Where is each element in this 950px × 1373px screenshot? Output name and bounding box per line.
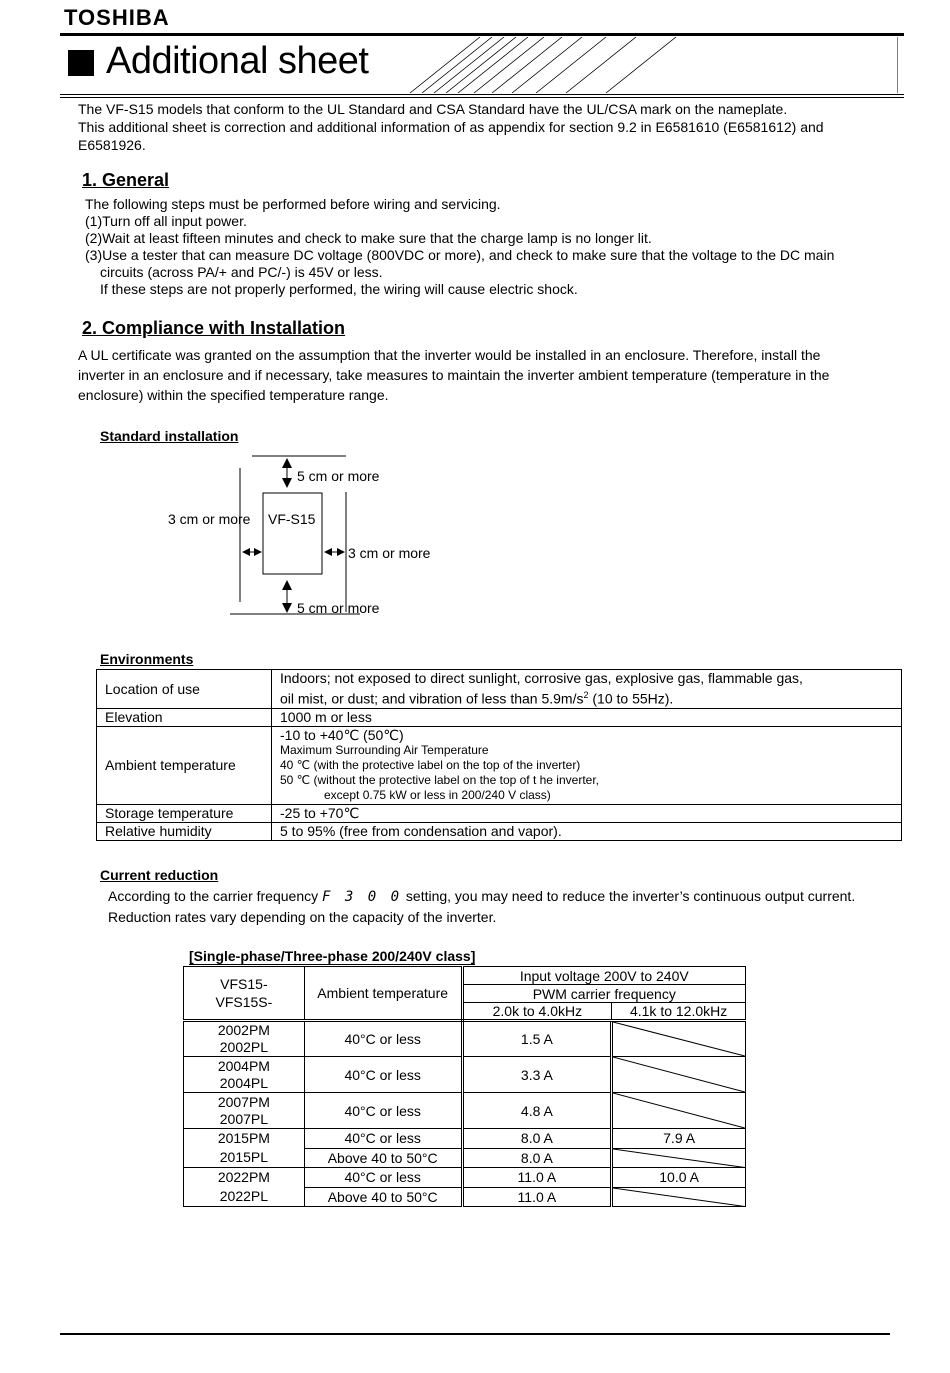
table-row xyxy=(97,708,902,726)
env-value xyxy=(272,670,902,709)
current-cell: 8.0 A xyxy=(462,1148,612,1168)
current-cell: 4.8 A xyxy=(462,1093,612,1129)
current-cell: 3.3 A xyxy=(462,1057,612,1093)
title-rule xyxy=(60,97,904,98)
header-pwm: PWM carrier frequency xyxy=(462,985,745,1003)
current-reduction-line: Reduction rates vary depending on the capacity of the inverter. xyxy=(108,909,497,925)
table-row xyxy=(184,1129,746,1149)
model-cell xyxy=(184,1057,305,1093)
general-line: (1)Turn off all input power. xyxy=(85,213,247,229)
header-model-line: VFS15S- xyxy=(215,994,273,1010)
env-value-line: 40 ℃ (with the protective label on the top of the inverter) xyxy=(280,758,581,773)
diagonal-slash xyxy=(613,1149,745,1168)
inverter-box-label: VF-S15 xyxy=(268,511,316,527)
table-row xyxy=(184,1093,746,1129)
not-applicable-cell xyxy=(612,1057,746,1093)
diagonal-slash xyxy=(613,1188,745,1207)
clearance-right-label: 3 cm or more xyxy=(348,545,431,561)
header-freq-low: 2.0k to 4.0kHz xyxy=(462,1003,612,1021)
not-applicable-cell xyxy=(612,1148,746,1168)
env-label: Ambient temperature xyxy=(97,726,272,804)
ambient-cell: Above 40 to 50°C xyxy=(304,1148,462,1168)
title-square-icon xyxy=(68,50,94,76)
env-label: Relative humidity xyxy=(97,822,272,840)
current-reduction-line xyxy=(108,886,855,907)
model-line: 2004PM xyxy=(217,1057,270,1074)
env-value-text: (10 to 55Hz). xyxy=(588,690,674,707)
model-line: 2002PL xyxy=(219,1039,269,1055)
toshiba-logo: TOSHIBA xyxy=(64,5,170,30)
header-model xyxy=(184,967,305,1021)
table-row xyxy=(97,822,902,840)
general-line: circuits (across PA/+ and PC/-) is 45V or less. xyxy=(100,264,383,280)
subheading-standard-installation: Standard installation xyxy=(100,428,239,444)
footer-rule xyxy=(60,1333,890,1335)
env-value-superscript: 2 xyxy=(583,690,589,700)
section-heading-compliance: 2. Compliance with Installation xyxy=(82,318,346,338)
title-rule xyxy=(60,94,904,95)
model-line: 2002PM xyxy=(217,1022,270,1038)
clearance-top-label: 5 cm or more xyxy=(297,468,380,484)
env-value-line: -10 to +40℃ (50℃) xyxy=(280,727,404,744)
intro-line: This additional sheet is correction and additional information of as appendix for section 9.2 in E6581610 (E6581612) and xyxy=(78,119,824,135)
table-row xyxy=(184,1021,746,1057)
model-line: 2015PM xyxy=(217,1130,270,1146)
page-title: Additional sheet xyxy=(106,40,369,82)
env-value: 5 to 95% (free from condensation and vapor). xyxy=(272,822,902,840)
model-cell xyxy=(184,1021,305,1057)
parameter-f300: F 3 0 0 xyxy=(322,889,403,905)
env-value: -25 to +70℃ xyxy=(272,804,902,822)
current-reduction-text-a: According to the carrier frequency xyxy=(108,888,322,904)
env-value: 1000 m or less xyxy=(272,708,902,726)
not-applicable-cell xyxy=(612,1093,746,1129)
compliance-text xyxy=(78,345,829,405)
current-cell: 11.0 A xyxy=(462,1168,612,1188)
current-reduction-table xyxy=(183,966,746,1207)
general-line: If these steps are not properly performed, the wiring will cause electric shock. xyxy=(100,281,578,297)
table-row xyxy=(97,670,902,709)
model-line: 2007PL xyxy=(219,1110,269,1127)
header-rule xyxy=(60,33,904,36)
header-model-line: VFS15- xyxy=(220,976,268,992)
diagonal-slash xyxy=(613,1057,745,1092)
diagonal-slash xyxy=(613,1022,745,1056)
general-line: The following steps must be performed before wiring and servicing. xyxy=(85,196,501,212)
env-value-line: 50 ℃ (without the protective label on the top of t he inverter, xyxy=(280,773,599,788)
current-cell: 1.5 A xyxy=(462,1021,612,1057)
model-cell xyxy=(184,1129,305,1168)
model-cell xyxy=(184,1093,305,1129)
env-value-line: except 0.75 kW or less in 200/240 V class) xyxy=(324,788,551,803)
env-value-line: Indoors; not exposed to direct sunlight, corrosive gas, explosive gas, flammable gas, xyxy=(280,670,803,686)
table-header-row xyxy=(184,967,746,985)
header-ambient: Ambient temperature xyxy=(304,967,462,1021)
env-value-line: Maximum Surrounding Air Temperature xyxy=(280,743,489,758)
ambient-cell: 40°C or less xyxy=(304,1093,462,1129)
table-row xyxy=(184,1168,746,1188)
subheading-environments: Environments xyxy=(100,651,194,667)
model-line: 2022PM xyxy=(217,1169,270,1185)
ambient-cell: 40°C or less xyxy=(304,1021,462,1057)
model-line: 2007PM xyxy=(217,1093,270,1110)
section-heading-general: 1. General xyxy=(82,170,170,190)
model-line: 2022PL xyxy=(219,1188,269,1204)
ambient-cell: 40°C or less xyxy=(304,1129,462,1149)
table-row xyxy=(97,726,902,804)
header-input-voltage: Input voltage 200V to 240V xyxy=(462,967,745,985)
current-cell: 8.0 A xyxy=(462,1129,612,1149)
table-row xyxy=(97,804,902,822)
env-label: Storage temperature xyxy=(97,804,272,822)
general-line: (3)Use a tester that can measure DC voltage (800VDC or more), and check to make sure that the voltage to the DC main xyxy=(85,247,835,263)
environments-table xyxy=(96,669,902,841)
ambient-cell: 40°C or less xyxy=(304,1057,462,1093)
current-cell: 10.0 A xyxy=(612,1168,746,1188)
model-cell xyxy=(184,1168,305,1207)
general-text xyxy=(85,196,834,298)
current-table-caption: [Single-phase/Three-phase 200/240V class] xyxy=(189,948,476,964)
current-reduction-text-b: setting, you may need to reduce the inverter’s continuous output current. xyxy=(402,888,856,904)
intro-text xyxy=(78,100,824,154)
current-cell: 7.9 A xyxy=(612,1129,746,1149)
model-line: 2015PL xyxy=(219,1149,269,1165)
compliance-line: inverter in an enclosure and if necessary, take measures to maintain the inverter ambient temperature (temperature in the xyxy=(78,367,830,383)
env-label: Location of use xyxy=(97,670,272,709)
header-freq-high: 4.1k to 12.0kHz xyxy=(612,1003,746,1021)
env-value xyxy=(272,726,902,804)
current-cell: 11.0 A xyxy=(462,1187,612,1207)
intro-line: E6581926. xyxy=(78,137,146,153)
ambient-cell: 40°C or less xyxy=(304,1168,462,1188)
model-line: 2004PL xyxy=(219,1074,269,1091)
env-value-text: oil mist, or dust; and vibration of less than 5.9m/s xyxy=(280,690,584,707)
current-reduction-text xyxy=(108,886,855,927)
not-applicable-cell xyxy=(612,1021,746,1057)
clearance-left-label: 3 cm or more xyxy=(168,511,251,527)
subheading-current-reduction: Current reduction xyxy=(100,867,219,883)
env-value-line xyxy=(280,687,893,708)
not-applicable-cell xyxy=(612,1187,746,1207)
compliance-line: enclosure) within the specified temperature range. xyxy=(78,387,389,403)
table-row xyxy=(184,1057,746,1093)
clearance-bottom-label: 5 cm or more xyxy=(297,600,380,616)
ambient-cell: Above 40 to 50°C xyxy=(304,1187,462,1207)
diagonal-slash xyxy=(613,1093,745,1128)
env-label: Elevation xyxy=(97,708,272,726)
general-line: (2)Wait at least fifteen minutes and check to make sure that the charge lamp is no longer lit. xyxy=(85,230,652,246)
compliance-line: A UL certificate was granted on the assumption that the inverter would be installed in an enclosure. Therefore, install the xyxy=(78,347,821,363)
intro-line: The VF-S15 models that conform to the UL Standard and CSA Standard have the UL/CSA mark on the nameplate. xyxy=(78,101,788,117)
